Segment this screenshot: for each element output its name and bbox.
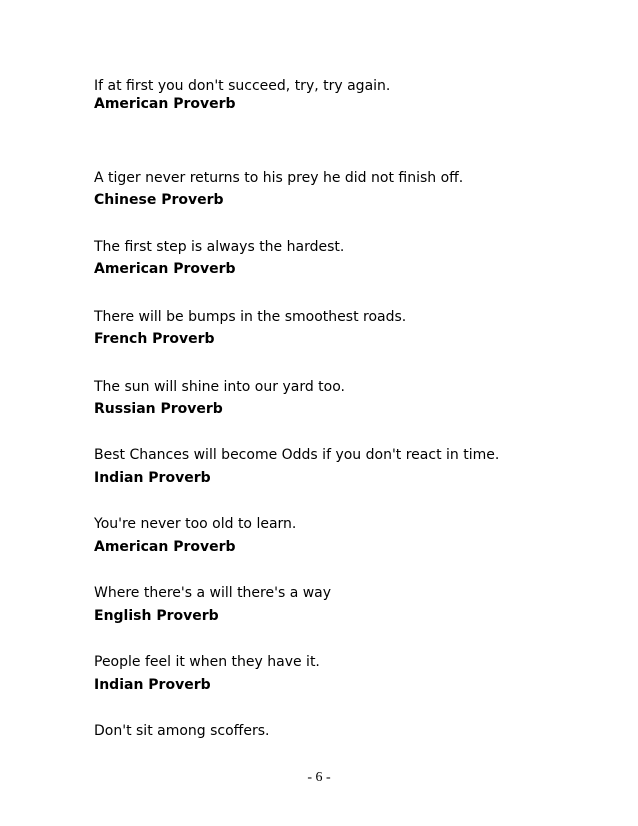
- proverb-quote: There will be bumps in the smoothest roads.: [94, 309, 407, 325]
- proverb-origin: American Proverb: [94, 96, 236, 112]
- proverb-quote: The first step is always the hardest.: [94, 239, 345, 255]
- proverb-quote: The sun will shine into our yard too.: [94, 379, 345, 395]
- proverb-quote: Where there's a will there's a way: [94, 585, 332, 601]
- proverb-quote: Don't sit among scoffers.: [94, 723, 270, 739]
- proverb-origin: French Proverb: [94, 331, 215, 347]
- proverb-origin: Russian Proverb: [94, 401, 223, 417]
- page-number: - 6 -: [307, 770, 331, 785]
- proverb-quote: People feel it when they have it.: [94, 654, 320, 670]
- proverb-origin: Indian Proverb: [94, 677, 211, 693]
- proverb-origin: American Proverb: [94, 539, 236, 555]
- proverb-origin: American Proverb: [94, 261, 236, 277]
- proverb-quote: Best Chances will become Odds if you don't react in time.: [94, 447, 500, 463]
- proverb-origin: English Proverb: [94, 608, 219, 624]
- proverb-quote: You're never too old to learn.: [94, 516, 297, 532]
- proverb-origin: Chinese Proverb: [94, 192, 224, 208]
- proverb-quote: A tiger never returns to his prey he did not finish off.: [94, 170, 464, 186]
- proverb-origin: Indian Proverb: [94, 470, 211, 486]
- proverb-quote: If at first you don't succeed, try, try again.: [94, 78, 391, 94]
